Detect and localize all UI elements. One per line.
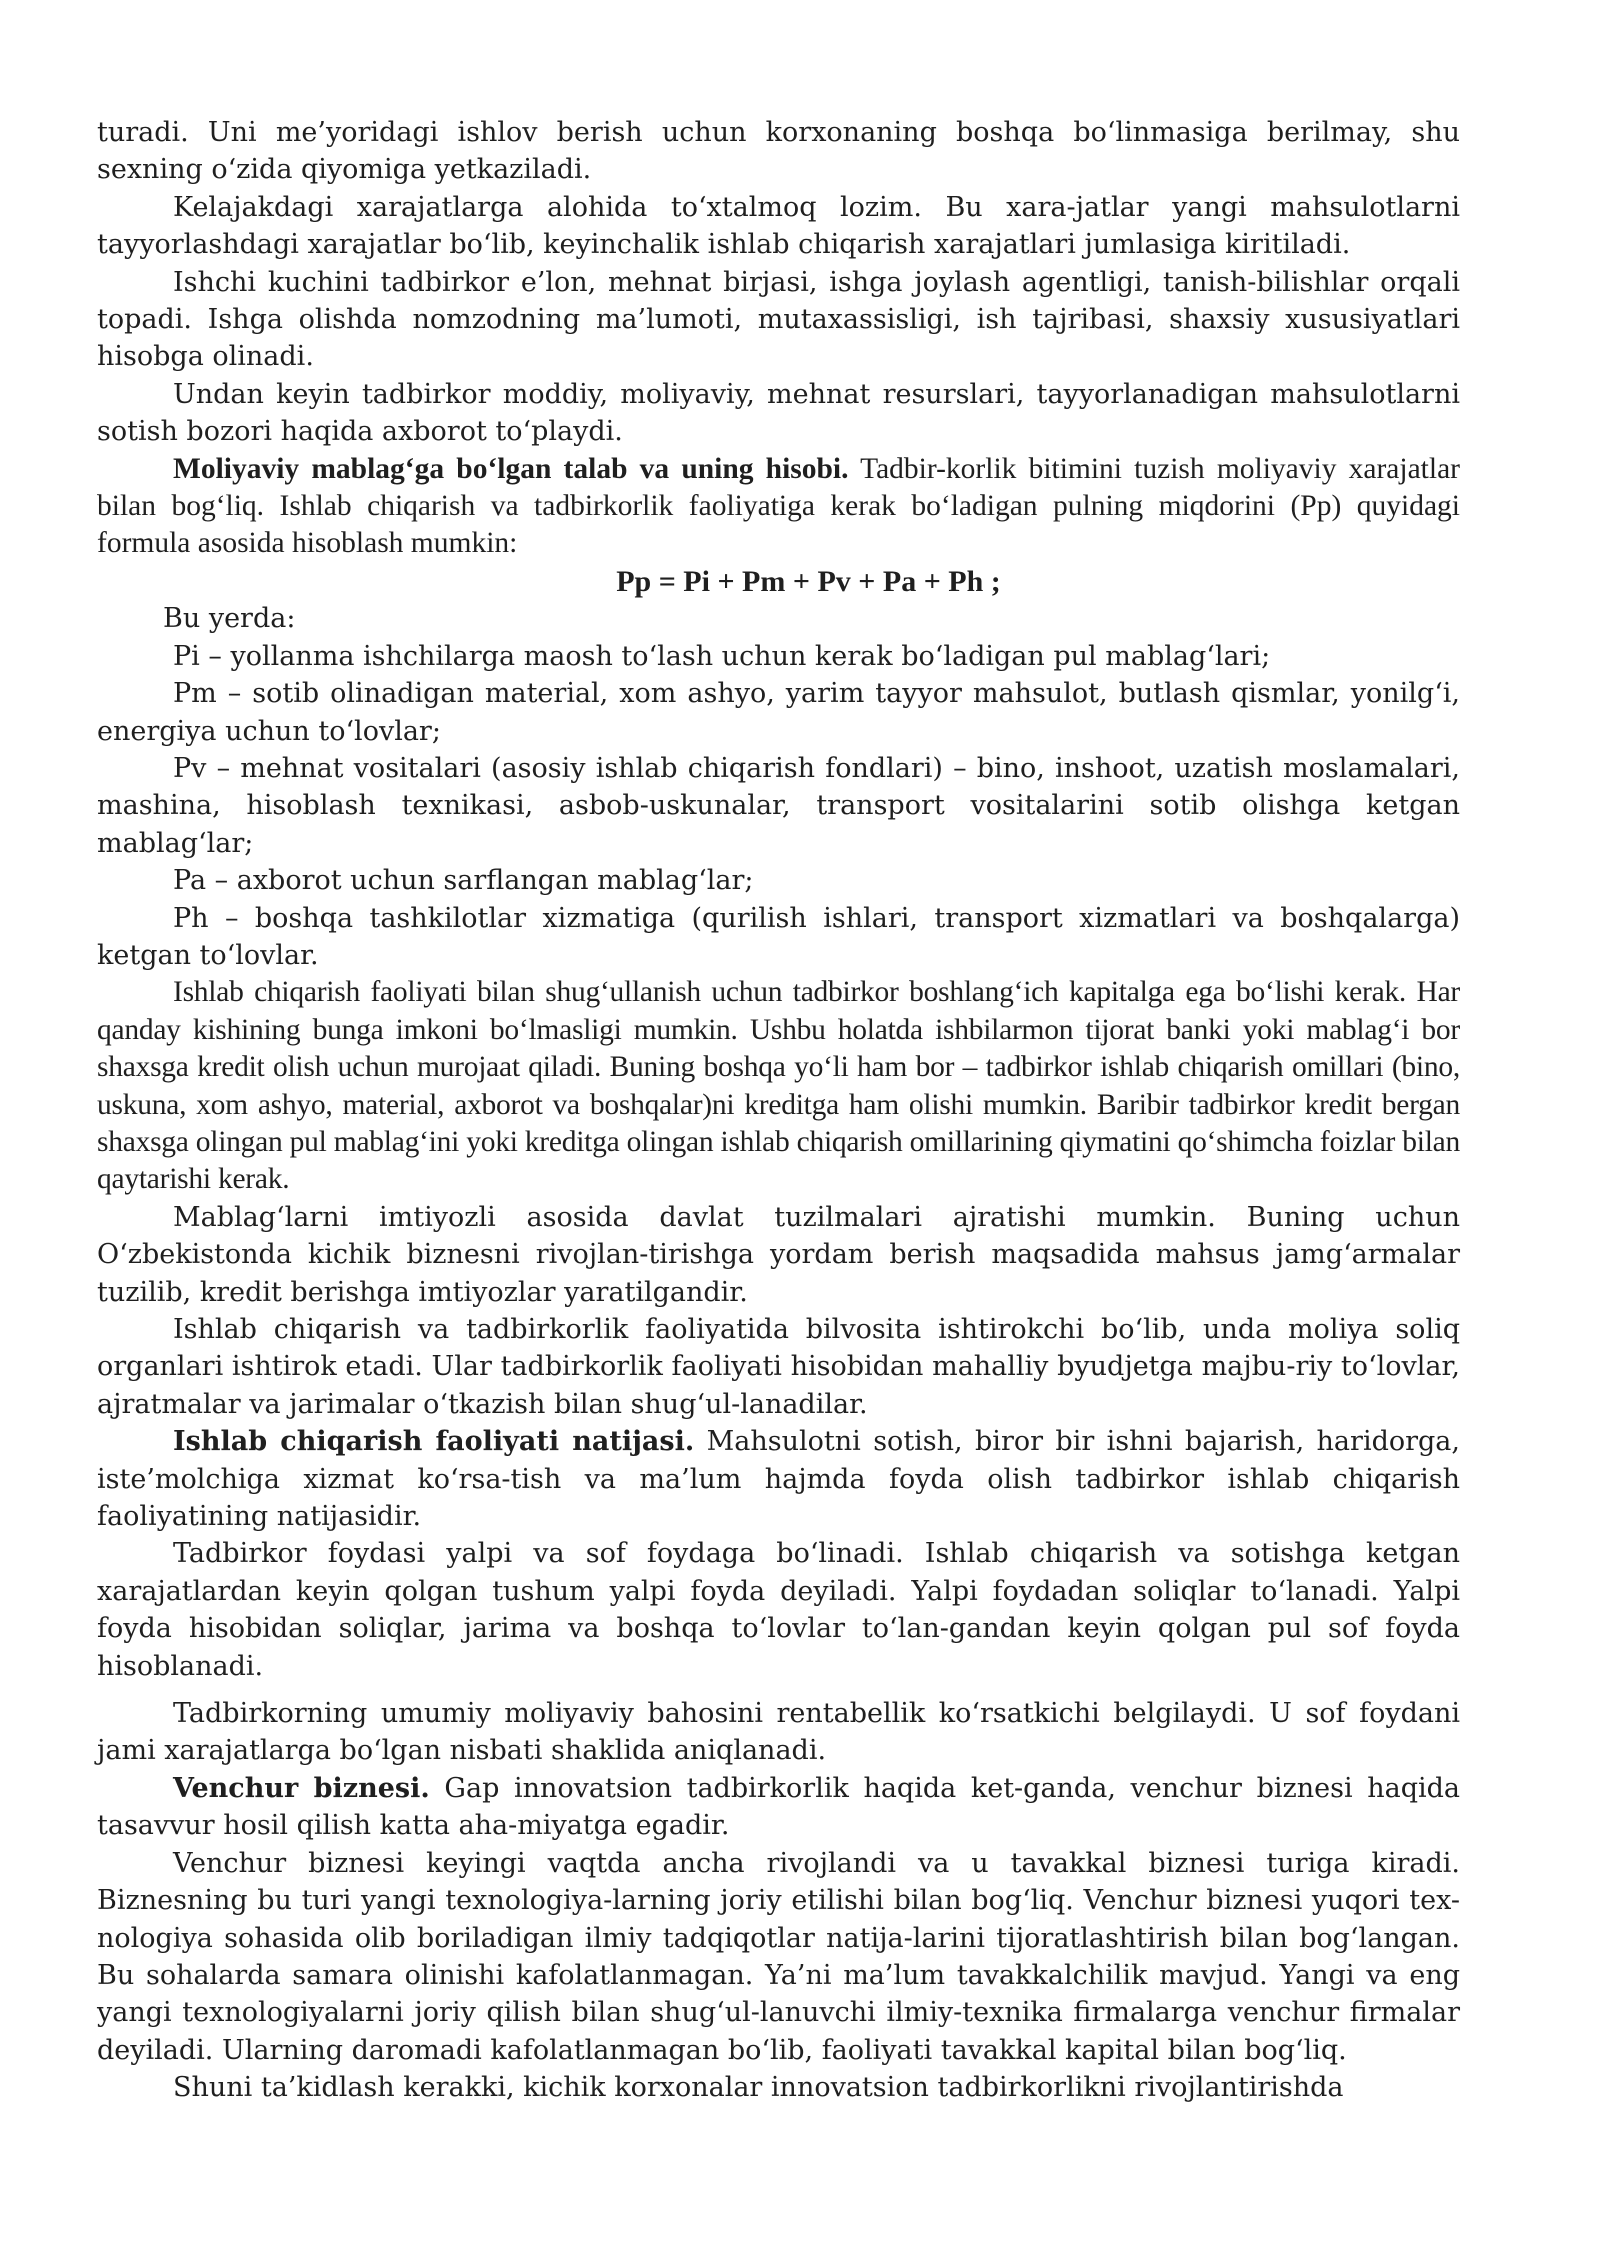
definition-pv: Pv – mehnat vositalari (asosiy ishlab chiqarish fondlari) – bino, inshoot, uzatish moslamalari, mashina, hisoblash texnikasi, asbob-uskunalar, transport vositalarini sotib olishga ketgan mablag‘lar; [97, 752, 1460, 859]
paragraph-future-costs: Kelajakdagi xarajatlarga alohida to‘xtalmoq lozim. Bu xara-jatlar yangi mahsulotlarni tayyorlashdagi xarajatlar bo‘lib, keyinchalik ishlab chiqarish xarajatlari jumlasiga kiritiladi. [97, 191, 1460, 261]
section-heading-production-result: Ishlab chiqarish faoliyati natijasi. [173, 1426, 695, 1458]
definition-pi: Pi – yollanma ishchilarga maosh to‘lash uchun kerak bo‘ladigan pul mablag‘lari; [173, 640, 1271, 672]
paragraph-profit: Tadbirkor foydasi yalpi va sof foydaga bo‘linadi. Ishlab chiqarish va sotishga ketgan xarajatlardan keyin qolgan tushum yalpi foyda deyiladi. Yalpi foydadan soliqlar to‘lanadi. Yalpi foyda hisobidan soliqlar, jarima va boshqa to‘lovlar to‘lan-gandan keyin qolgan pul sof foyda hisoblanadi. [97, 1538, 1460, 1682]
formula: Pp = Pi + Pm + Pv + Pa + Ph ; [616, 564, 1001, 598]
paragraph-resources-info: Undan keyin tadbirkor moddiy, moliyaviy, mehnat resurslari, tayyorlanadigan mahsulotlarni sotish bozori haqida axborot to‘playdi. [97, 378, 1460, 448]
paragraph-venture-business [97, 1770, 1460, 1845]
paragraph-labor-hiring: Ishchi kuchini tadbirkor e’lon, mehnat birjasi, ishga joylash agentligi, tanish-bilishlar orqali topadi. Ishga olishda nomzodning ma’lumoti, mutaxassisligi, ish tajribasi, shaxsiy xususiyatlari hisobga olinadi. [97, 266, 1460, 373]
section-heading-venture-business: Venchur biznesi. [173, 1772, 430, 1804]
paragraph-text: Gap innovatsion tadbirkorlik haqida ket-ganda, venchur biznesi haqida tasavvur hosil qilish katta aha-miyatga egadir. [97, 1772, 1460, 1842]
paragraph-where: Bu yerda: [163, 603, 296, 635]
paragraph-tax-authorities: Ishlab chiqarish va tadbirkorlik faoliyatida bilvosita ishtirokchi bo‘lib, unda moliya soliq organlari ishtirok etadi. Ular tadbirkorlik faoliyati hisobidan mahalliy byudjetga majbu-riy to‘lovlar, ajratmalar va jarimalar o‘tkazish bilan shug‘ul-lanadilar. [97, 1314, 1460, 1420]
definition-ph: Ph – boshqa tashkilotlar xizmatiga (qurilish ishlari, transport xizmatlari va boshqalarga) ketgan to‘lovlar. [97, 902, 1460, 971]
paragraph-initial-capital: Ishlab chiqarish faoliyati bilan shug‘ullanish uchun tadbirkor boshlang‘ich kapitalga ega bo‘lishi kerak. Har qanday kishining bunga imkoni bo‘lmasligi mumkin. Ushbu holatda ishbilarmon tijorat banki yoki mablag‘i bor shaxsga kredit olish uchun murojaat qiladi. Buning boshqa yo‘li ham bor – tadbirkor ishlab chiqarish omillari (bino, uskuna, xom ashyo, material, axborot va boshqalar)ni kreditga ham olishi mumkin. Baribir tadbirkor kredit bergan shaxsga olingan pul mablag‘ini yoki kreditga olingan ishlab chiqarish omillarining qiymatini qo‘shimcha foizlar bilan qaytarishi kerak. [97, 976, 1460, 1196]
paragraph-text: Tadbir-korlik bitimini tuzish moliyaviy xarajatlar bilan bog‘liq. Ishlab chiqarish va tadbirkorlik faoliyatiga kerak bo‘ladigan pulning miqdorini (Pp) quyidagi formula asosida hisoblash mumkin: [97, 452, 1460, 560]
paragraph-production-result [97, 1423, 1460, 1535]
paragraph-venture-details: Venchur biznesi keyingi vaqtda ancha rivojlandi va u tavakkal biznesi turiga kiradi. Biznesning bu turi yangi texnologiya-larning joriy etilishi bilan bog‘liq. Venchur biznesi yuqori tex-nologiya sohasida olib boriladigan ilmiy tadqiqotlar natija-larini tijoratlashtirish bilan bog‘langan. Bu sohalarda samara olinishi kafolatlanmagan. Ya’ni ma’lum tavakkalchilik mavjud. Yangi va eng yangi texnologiyalarni joriy qilish bilan shug‘ul-lanuvchi ilmiy-texnika firmalarga venchur firmalar deyiladi. Ularning daromadi kafolatlanmagan bo‘lib, faoliyati tavakkal kapital bilan bog‘liq. [97, 1847, 1460, 2066]
section-heading-financial-demand: Moliyaviy mablag‘ga bo‘lgan talab va uning hisobi. [173, 452, 849, 485]
paragraph-continuation: turadi. Uni me’yoridagi ishlov berish uchun korxonaning boshqa bo‘linmasiga berilmay, shu sexning o‘zida qiyomiga yetkaziladi. [97, 117, 1460, 186]
paragraph-text: Mahsulotni sotish, biror bir ishni bajarish, haridorga, iste’molchiga xizmat ko‘rsa-tish va ma’lum hajmda foyda olish tadbirkor ishlab chiqarish faoliyatining natijasidir. [97, 1426, 1460, 1533]
definition-pa: Pa – axborot uchun sarflangan mablag‘lar; [173, 865, 754, 897]
paragraph-profitability: Tadbirkorning umumiy moliyaviy bahosini rentabellik ko‘rsatkichi belgilaydi. U sof foydani jami xarajatlarga bo‘lgan nisbati shaklida aniqlanadi. [97, 1698, 1460, 1767]
paragraph-small-enterprises: Shuni ta’kidlash kerakki, kichik korxonalar innovatsion tadbirkorlikni rivojlantirishda [173, 2072, 1344, 2104]
definition-pm: Pm – sotib olinadigan material, xom ashyo, yarim tayyor mahsulot, butlash qismlar, yonilg‘i, energiya uchun to‘lovlar; [97, 678, 1460, 747]
paragraph-state-funds: Mablag‘larni imtiyozli asosida davlat tuzilmalari ajratishi mumkin. Buning uchun O‘zbekistonda kichik biznesni rivojlan-tirishga yordam berish maqsadida mahsus jamg‘armalar tuzilib, kredit berishga imtiyozlar yaratilgandir. [97, 1201, 1460, 1308]
paragraph-financial-demand [97, 451, 1460, 563]
